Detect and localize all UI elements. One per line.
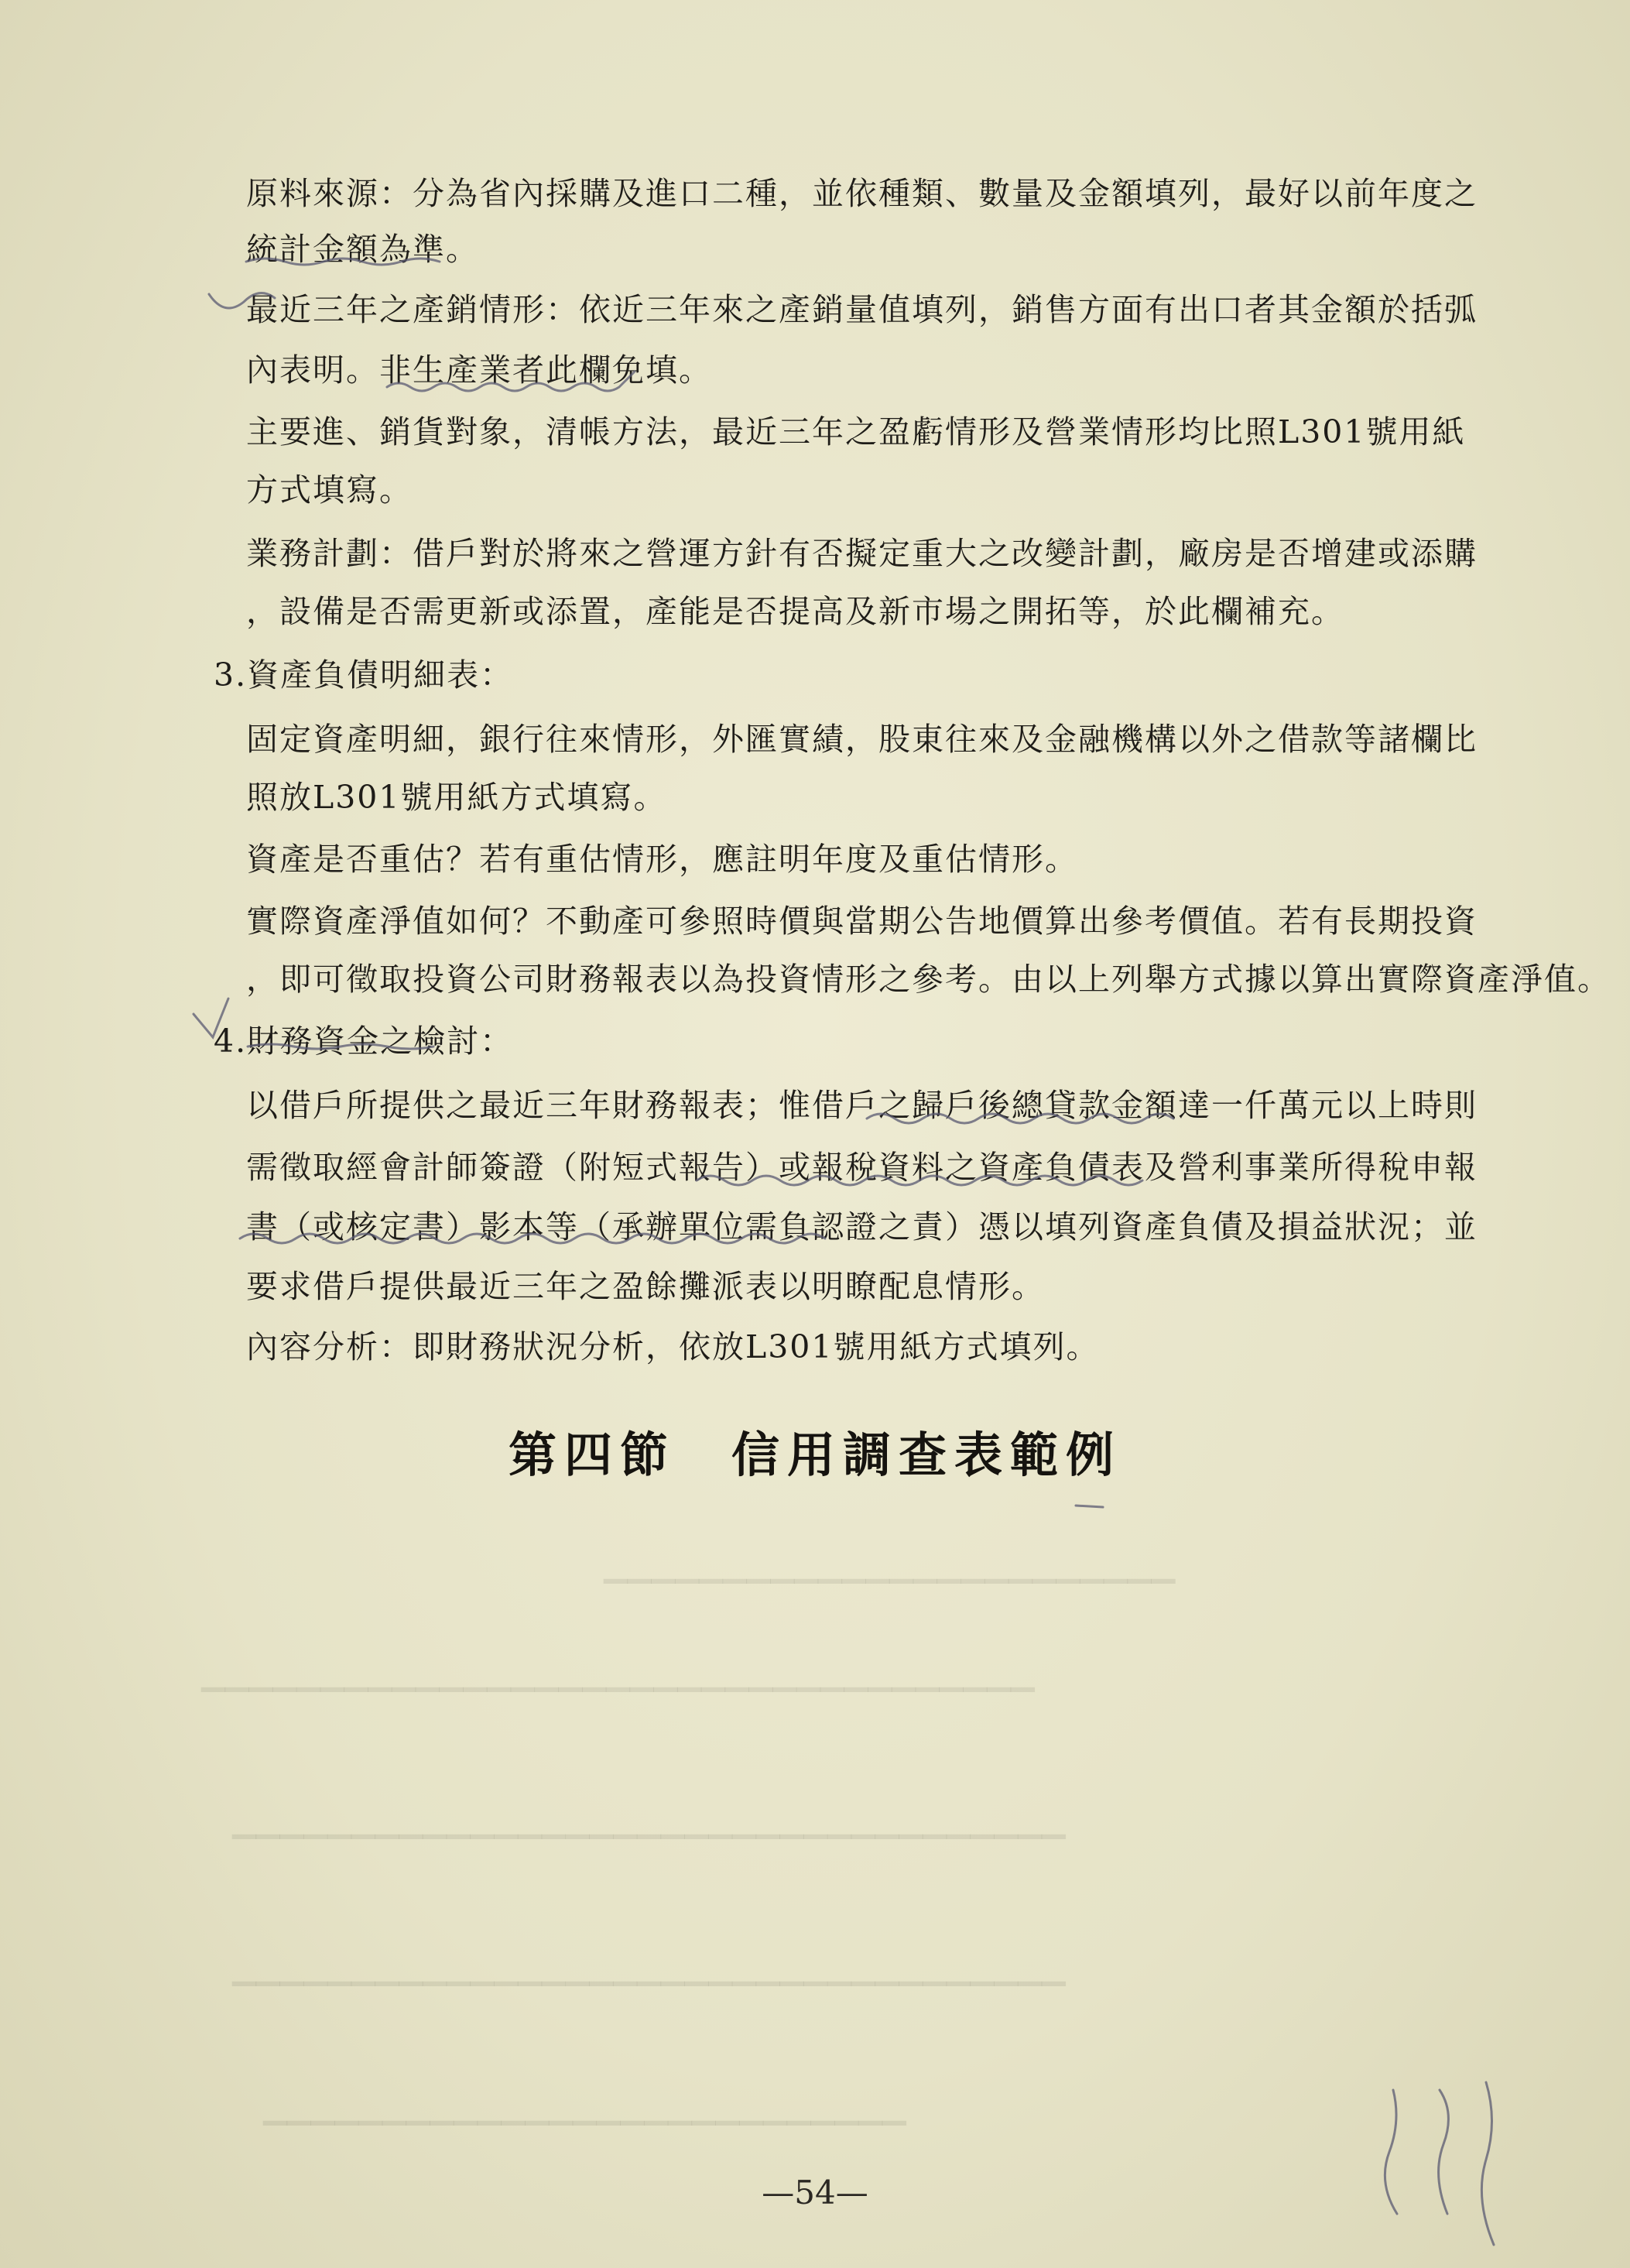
text-line: 業務計劃：借戶對於將來之營運方針有否擬定重大之改變計劃，廠房是否增建或添購 [246, 535, 1478, 572]
text-line: 資產是否重估？若有重估情形，應註明年度及重估情形。 [246, 841, 1078, 878]
show-through-texture: ▁▁▁▁▁▁▁▁▁▁▁▁▁▁▁▁▁▁▁▁▁▁▁▁ [604, 1548, 1176, 1584]
text-line: 方式填寫。 [246, 471, 413, 509]
text-line: 最近三年之產銷情形：依近三年來之產銷量值填列，銷售方面有出口者其金額於括弧 [246, 291, 1478, 328]
show-through-texture: ▁▁▁▁▁▁▁▁▁▁▁▁▁▁▁▁▁▁▁▁▁▁▁▁▁▁▁ [263, 2090, 906, 2126]
text-line: 照放L301號用紙方式填寫。 [246, 779, 667, 816]
text-line: 原料來源：分為省內採購及進口二種，並依種類、數量及金額填列，最好以前年度之 [246, 175, 1478, 212]
pencil-margin-scribble [1481, 2082, 1494, 2245]
text-line: 書（或核定書）影本等（承辦單位需負認證之責）憑以填列資產負債及損益狀況；並 [246, 1208, 1478, 1245]
show-through-texture: ▁▁▁▁▁▁▁▁▁▁▁▁▁▁▁▁▁▁▁▁▁▁▁▁▁▁▁▁▁▁▁▁▁▁▁ [201, 1656, 1035, 1692]
show-through-texture: ▁▁▁▁▁▁▁▁▁▁▁▁▁▁▁▁▁▁▁▁▁▁▁▁▁▁▁▁▁▁▁▁▁▁▁ [232, 1951, 1066, 1986]
text-line: 內表明。非生產業者此欄免填。 [246, 351, 712, 389]
show-through-texture: ▁▁▁▁▁▁▁▁▁▁▁▁▁▁▁▁▁▁▁▁▁▁▁▁▁▁▁▁▁▁▁▁▁▁▁ [232, 1804, 1066, 1839]
pencil-dash [1076, 1506, 1103, 1507]
text-line: 需徵取經會計師簽證（附短式報告）或報稅資料之資產負債表及營利事業所得稅申報 [246, 1149, 1478, 1186]
text-line: 固定資產明細，銀行往來情形，外匯實績，股東往來及金融機構以外之借款等諸欄比 [246, 721, 1478, 758]
text-line: 實際資產淨值如何？不動產可參照時價與當期公告地價算出參考價值。若有長期投資 [246, 903, 1478, 940]
subsection-heading: 4.財務資金之檢討： [214, 1023, 514, 1060]
page-number: —54— [762, 2174, 868, 2211]
section-title: 第四節 信用調查表範例 [508, 1427, 1121, 1483]
text-line: ，設備是否需更新或添置，產能是否提高及新市場之開拓等，於此欄補充。 [246, 593, 1344, 630]
text-line: 要求借戶提供最近三年之盈餘攤派表以明瞭配息情形。 [246, 1268, 1045, 1305]
subsection-heading: 3.資產負債明細表： [214, 656, 514, 694]
text-line: ，即可徵取投資公司財務報表以為投資情形之參考。由以上列舉方式據以算出實際資產淨值。 [246, 961, 1611, 998]
text-line: 內容分析：即財務狀況分析，依放L301號用紙方式填列。 [246, 1328, 1100, 1365]
text-line: 主要進、銷貨對象，清帳方法，最近三年之盈虧情形及營業情形均比照L301號用紙 [246, 413, 1466, 451]
text-line: 統計金額為準。 [246, 231, 479, 268]
text-line: 以借戶所提供之最近三年財務報表；惟借戶之歸戶後總貸款金額達一仟萬元以上時則 [246, 1087, 1478, 1124]
